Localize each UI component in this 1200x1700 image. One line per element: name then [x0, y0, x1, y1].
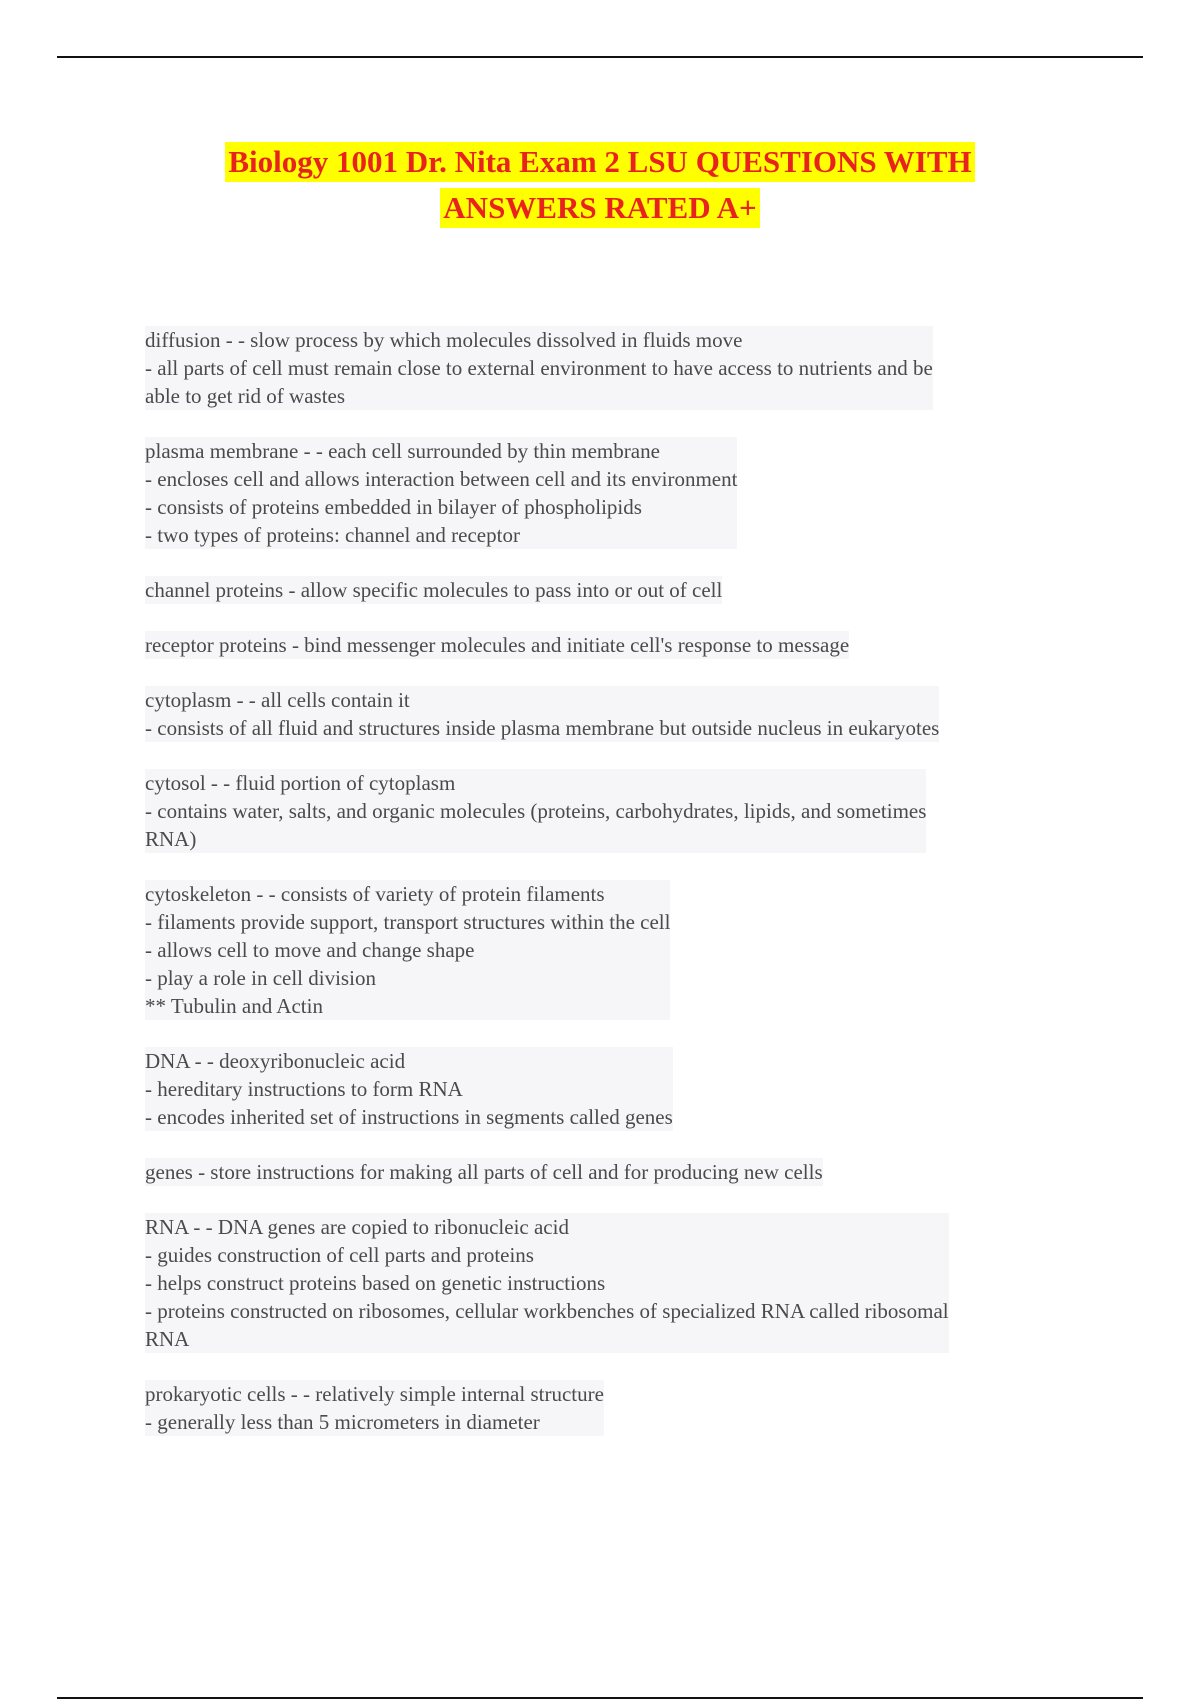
term-detail: - encloses cell and allows interaction between cell and its environment — [145, 467, 738, 491]
term-detail: - allows cell to move and change shape — [145, 938, 475, 962]
term-detail: - filaments provide support, transport structures within the cell — [145, 910, 671, 934]
term-detail: - helps construct proteins based on genetic instructions — [145, 1271, 606, 1295]
term-detail: RNA — [145, 1327, 190, 1351]
top-rule — [57, 56, 1143, 58]
term-detail: able to get rid of wastes — [145, 384, 346, 408]
term-definition: channel proteins - allow specific molecules to pass into or out of cell — [145, 578, 723, 602]
term-detail: - guides construction of cell parts and proteins — [145, 1243, 534, 1267]
bottom-rule — [57, 1697, 1143, 1699]
term-detail: ** Tubulin and Actin — [145, 994, 323, 1018]
term-detail: - consists of proteins embedded in bilayer of phospholipids — [145, 495, 642, 519]
term-detail: - all parts of cell must remain close to external environment to have access to nutrients and be — [145, 356, 933, 380]
term-entry — [145, 1158, 823, 1186]
term-definition: genes - store instructions for making all parts of cell and for producing new cells — [145, 1160, 823, 1184]
title-line-2: ANSWERS RATED A+ — [440, 188, 759, 228]
term-detail: - contains water, salts, and organic molecules (proteins, carbohydrates, lipids, and sometimes — [145, 799, 927, 823]
term-definition: cytosol - - fluid portion of cytoplasm — [145, 771, 456, 795]
term-definition: receptor proteins - bind messenger molecules and initiate cell's response to message — [145, 633, 850, 657]
term-detail: - consists of all fluid and structures inside plasma membrane but outside nucleus in eukaryotes — [145, 716, 940, 740]
term-detail: - hereditary instructions to form RNA — [145, 1077, 463, 1101]
term-definition: plasma membrane - - each cell surrounded by thin membrane — [145, 439, 660, 463]
term-definition: cytoplasm - - all cells contain it — [145, 688, 410, 712]
document-body — [145, 326, 1085, 1463]
term-definition: cytoskeleton - - consists of variety of protein filaments — [145, 882, 605, 906]
term-entry — [145, 1213, 949, 1353]
term-detail: RNA) — [145, 827, 197, 851]
term-definition: prokaryotic cells - - relatively simple internal structure — [145, 1382, 604, 1406]
term-entry — [145, 576, 722, 604]
term-entry — [145, 326, 933, 410]
term-definition: RNA - - DNA genes are copied to ribonucleic acid — [145, 1215, 569, 1239]
term-detail: - proteins constructed on ribosomes, cellular workbenches of specialized RNA called ribosomal — [145, 1299, 949, 1323]
term-detail: - generally less than 5 micrometers in diameter — [145, 1410, 540, 1434]
term-definition: DNA - - deoxyribonucleic acid — [145, 1049, 406, 1073]
term-entry — [145, 1380, 604, 1436]
document-title — [0, 142, 1200, 234]
term-entry — [145, 437, 737, 549]
term-detail: - two types of proteins: channel and receptor — [145, 523, 520, 547]
term-detail: - encodes inherited set of instructions in segments called genes — [145, 1105, 673, 1129]
title-line-1: Biology 1001 Dr. Nita Exam 2 LSU QUESTIONS WITH — [225, 142, 974, 182]
term-detail: - play a role in cell division — [145, 966, 376, 990]
term-entry — [145, 631, 849, 659]
term-entry — [145, 769, 926, 853]
term-entry — [145, 686, 939, 742]
term-entry — [145, 1047, 673, 1131]
term-entry — [145, 880, 670, 1020]
term-definition: diffusion - - slow process by which molecules dissolved in fluids move — [145, 328, 743, 352]
